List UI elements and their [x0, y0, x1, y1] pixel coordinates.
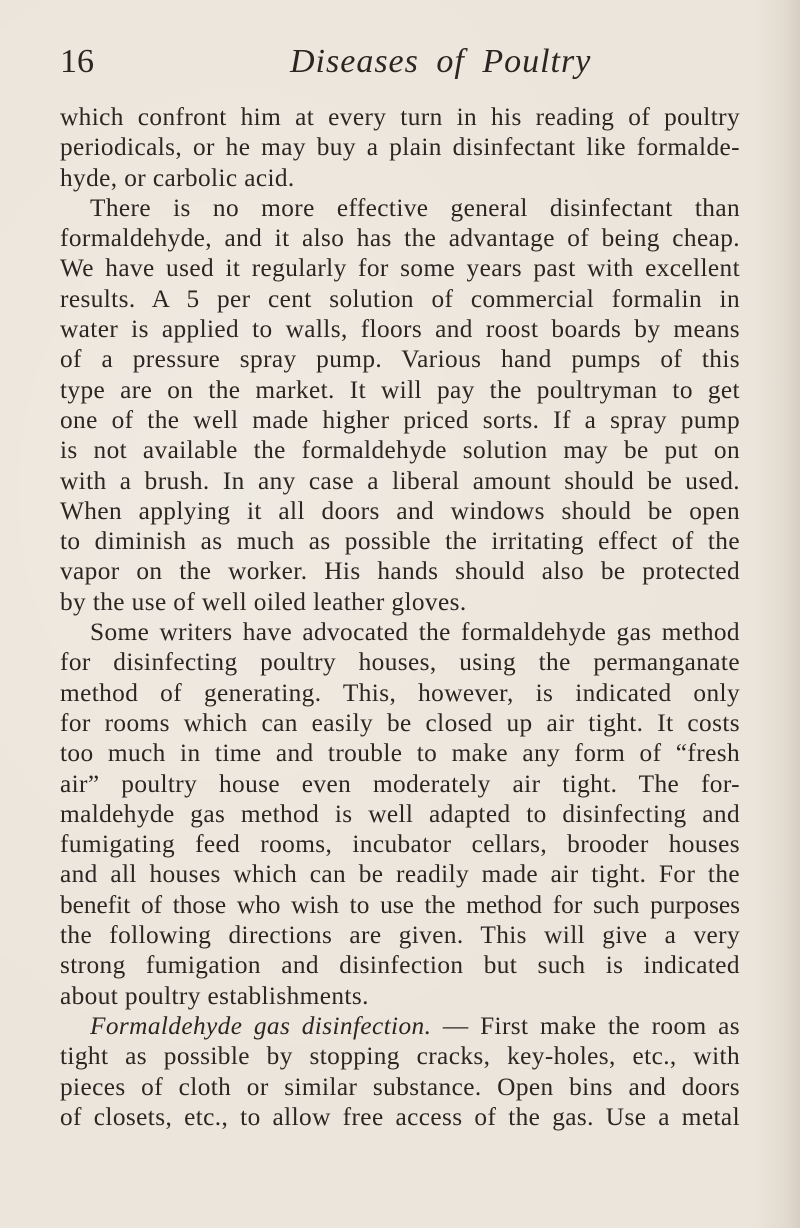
- text-line: vapor on the worker. His hands should also be protected: [60, 557, 740, 586]
- text-line: results. A 5 per cent solution of commercial formalin in: [60, 284, 740, 313]
- page-header: [60, 42, 740, 82]
- paragraph: [60, 102, 740, 193]
- text-line: fumigating feed rooms, incubator cellars, brooder houses: [60, 830, 740, 859]
- text-line: We have used it regularly for some years past with excellent: [60, 254, 740, 283]
- text-line: water is applied to walls, floors and roost boards by means: [60, 315, 740, 344]
- text-line: air” poultry house even moderately air tight. The for-: [60, 769, 740, 798]
- text-line: pieces of cloth or similar substance. Open bins and doors: [60, 1072, 740, 1101]
- text-line: the following directions are given. This will give a very: [60, 921, 740, 950]
- text-line: which confront him at every turn in his reading of poultry: [60, 103, 740, 131]
- text-line: of a pressure spray pump. Various hand pumps of this: [60, 345, 740, 374]
- section-lead-text: — First make the room as: [431, 1011, 741, 1040]
- text-line: maldehyde gas method is well adapted to disinfecting and: [60, 799, 740, 828]
- text-line: [60, 1011, 740, 1041]
- text-line: and all houses which can be readily made air tight. For the: [60, 860, 740, 889]
- text-line: to diminish as much as possible the irritating effect of the: [60, 527, 740, 556]
- paragraph: [60, 193, 740, 617]
- text-line: When applying it all doors and windows should be open: [60, 496, 740, 525]
- running-head: Diseases of Poultry: [290, 43, 592, 80]
- text-line: about poultry establishments.: [60, 981, 369, 1010]
- text-line: formaldehyde, and it also has the advantage of being cheap.: [60, 224, 740, 253]
- text-line: hyde, or carbolic acid.: [60, 163, 295, 192]
- text-line: There is no more effective general disinfectant than: [90, 193, 740, 222]
- paragraph: [60, 1011, 740, 1132]
- text-line: benefit of those who wish to use the method for such purposes: [60, 890, 740, 919]
- text-line: periodicals, or he may buy a plain disinfectant like formalde-: [60, 133, 740, 162]
- text-line: type are on the market. It will pay the poultryman to get: [60, 375, 740, 404]
- section-lead-title: Formaldehyde gas disinfection.: [90, 1011, 432, 1040]
- body-text: [60, 102, 740, 1132]
- page-edge-shadow: [754, 0, 800, 1228]
- text-line: for rooms which can easily be closed up air tight. It costs: [60, 708, 740, 737]
- text-line: strong fumigation and disinfection but such is indicated: [60, 951, 740, 980]
- text-line: too much in time and trouble to make any form of “fresh: [60, 739, 740, 768]
- text-line: of closets, etc., to allow free access of the gas. Use a metal: [60, 1102, 740, 1131]
- text-line: for disinfecting poultry houses, using the permanganate: [60, 648, 740, 677]
- text-line: by the use of well oiled leather gloves.: [60, 587, 467, 616]
- text-line: method of generating. This, however, is indicated only: [60, 678, 740, 707]
- text-line: with a brush. In any case a liberal amount should be used.: [60, 466, 740, 495]
- paragraph: [60, 617, 740, 1011]
- text-line: tight as possible by stopping cracks, key-holes, etc., with: [60, 1042, 740, 1071]
- text-line: Some writers have advocated the formaldehyde gas method: [90, 618, 740, 647]
- text-line: is not available the formaldehyde solution may be put on: [60, 436, 740, 465]
- text-line: one of the well made higher priced sorts. If a spray pump: [60, 405, 740, 434]
- page-number: 16: [60, 43, 94, 80]
